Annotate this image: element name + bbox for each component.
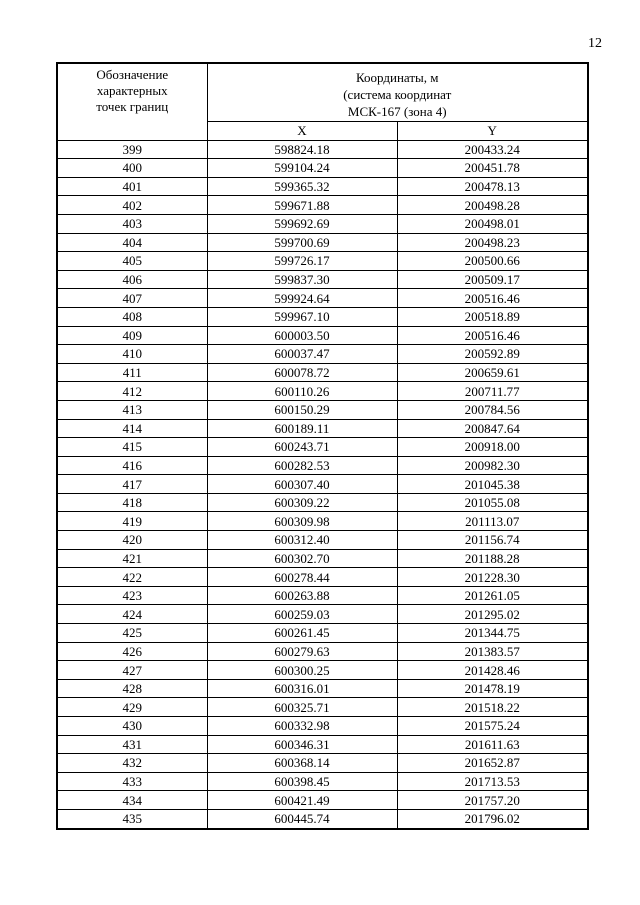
point-cell: 403 [57,214,207,233]
y-coordinate-cell: 201478.19 [397,679,588,698]
point-cell: 418 [57,493,207,512]
table-row [57,549,588,568]
table-row [57,270,588,289]
point-cell: 417 [57,475,207,494]
table-row [57,345,588,364]
table-row [57,233,588,252]
x-coordinate-cell: 600003.50 [207,326,397,345]
y-coordinate-cell: 200451.78 [397,159,588,178]
x-coordinate-cell: 599671.88 [207,196,397,215]
table-row [57,493,588,512]
y-coordinate-cell: 201113.07 [397,512,588,531]
y-coordinate-cell: 200711.77 [397,382,588,401]
y-coordinate-cell: 200498.01 [397,214,588,233]
table-row [57,735,588,754]
x-coordinate-cell: 599726.17 [207,252,397,271]
x-coordinate-cell: 600445.74 [207,809,397,828]
y-coordinate-cell: 201518.22 [397,698,588,717]
y-coordinate-cell: 200592.89 [397,345,588,364]
point-cell: 400 [57,159,207,178]
y-coordinate-cell: 200518.89 [397,307,588,326]
point-cell: 409 [57,326,207,345]
x-coordinate-cell: 600309.98 [207,512,397,531]
x-coordinate-cell: 600300.25 [207,661,397,680]
y-coordinate-cell: 201344.75 [397,624,588,643]
x-coordinate-cell: 600078.72 [207,363,397,382]
x-coordinate-cell: 600263.88 [207,586,397,605]
x-coordinate-cell: 598824.18 [207,140,397,159]
y-coordinate-cell: 201611.63 [397,735,588,754]
x-coordinate-cell: 600279.63 [207,642,397,661]
point-cell: 410 [57,345,207,364]
point-header-line: Обозначение [96,67,169,82]
page-number: 12 [588,36,602,51]
point-cell: 405 [57,252,207,271]
x-coordinate-cell: 600309.22 [207,493,397,512]
point-header-line: характерных [96,83,168,98]
table-row [57,289,588,308]
y-coordinate-cell: 201757.20 [397,791,588,810]
point-cell: 422 [57,568,207,587]
point-cell: 419 [57,512,207,531]
point-cell: 399 [57,140,207,159]
y-coordinate-cell: 201652.87 [397,754,588,773]
point-cell: 433 [57,772,207,791]
table-row [57,456,588,475]
table-row [57,661,588,680]
y-coordinate-cell: 201188.28 [397,549,588,568]
table-header-row [57,63,588,122]
x-coordinate-cell: 600307.40 [207,475,397,494]
table-row [57,400,588,419]
y-coordinate-cell: 200498.28 [397,196,588,215]
point-cell: 428 [57,679,207,698]
x-coordinate-cell: 600332.98 [207,717,397,736]
y-coordinate-cell: 200659.61 [397,363,588,382]
table-row [57,624,588,643]
x-coordinate-cell: 600398.45 [207,772,397,791]
point-cell: 415 [57,438,207,457]
point-cell: 425 [57,624,207,643]
table-row [57,791,588,810]
x-coordinate-cell: 600150.29 [207,400,397,419]
y-coordinate-cell: 200918.00 [397,438,588,457]
coordinates-table [56,62,589,830]
table-row [57,605,588,624]
x-coordinate-cell: 600259.03 [207,605,397,624]
x-coordinate-cell: 600346.31 [207,735,397,754]
y-coordinate-cell: 201295.02 [397,605,588,624]
y-coordinate-cell: 200847.64 [397,419,588,438]
point-cell: 412 [57,382,207,401]
table-row [57,140,588,159]
y-coordinate-cell: 201045.38 [397,475,588,494]
table-body [57,140,588,828]
point-cell: 411 [57,363,207,382]
x-coordinate-cell: 599967.10 [207,307,397,326]
y-coordinate-cell: 201383.57 [397,642,588,661]
table-row [57,438,588,457]
x-coordinate-cell: 600282.53 [207,456,397,475]
point-header-line: точек границ [96,99,169,114]
table-row [57,196,588,215]
point-cell: 423 [57,586,207,605]
point-cell: 432 [57,754,207,773]
x-coordinate-cell: 600110.26 [207,382,397,401]
table-row [57,214,588,233]
x-coordinate-cell: 600316.01 [207,679,397,698]
table-row [57,512,588,531]
table-row [57,531,588,550]
table-row [57,586,588,605]
x-coordinate-cell: 600421.49 [207,791,397,810]
point-cell: 424 [57,605,207,624]
x-coordinate-cell: 599104.24 [207,159,397,178]
coords-header-line: (система координат [343,87,452,102]
y-coordinate-cell: 201156.74 [397,531,588,550]
coordinates-header [207,63,588,122]
x-coordinate-cell: 600302.70 [207,549,397,568]
x-coordinate-cell: 600243.71 [207,438,397,457]
y-coordinate-cell: 201261.05 [397,586,588,605]
x-coordinate-cell: 600261.45 [207,624,397,643]
point-cell: 416 [57,456,207,475]
x-coordinate-cell: 599365.32 [207,177,397,196]
table-row [57,698,588,717]
x-coordinate-cell: 600278.44 [207,568,397,587]
point-cell: 426 [57,642,207,661]
table-row [57,363,588,382]
x-coordinate-cell: 600189.11 [207,419,397,438]
table-row [57,754,588,773]
point-cell: 413 [57,400,207,419]
point-cell: 431 [57,735,207,754]
table-row [57,475,588,494]
table-row [57,382,588,401]
x-coordinate-cell: 600312.40 [207,531,397,550]
point-cell: 421 [57,549,207,568]
y-coordinate-cell: 200784.56 [397,400,588,419]
point-cell: 402 [57,196,207,215]
y-coordinate-cell: 201228.30 [397,568,588,587]
point-cell: 430 [57,717,207,736]
table-row [57,252,588,271]
y-coordinate-cell: 200509.17 [397,270,588,289]
point-cell: 434 [57,791,207,810]
table-row [57,419,588,438]
table-row [57,809,588,828]
point-cell: 406 [57,270,207,289]
y-coordinate-cell: 200982.30 [397,456,588,475]
table-row [57,307,588,326]
y-coordinate-cell: 201575.24 [397,717,588,736]
x-column-header: X [207,122,397,141]
point-designation-header [57,63,207,140]
y-coordinate-cell: 200498.23 [397,233,588,252]
point-cell: 414 [57,419,207,438]
point-cell: 404 [57,233,207,252]
y-column-header: Y [397,122,588,141]
point-cell: 435 [57,809,207,828]
y-coordinate-cell: 201713.53 [397,772,588,791]
x-coordinate-cell: 600325.71 [207,698,397,717]
point-cell: 420 [57,531,207,550]
x-coordinate-cell: 599700.69 [207,233,397,252]
table-row [57,568,588,587]
table-row [57,642,588,661]
point-cell: 407 [57,289,207,308]
point-cell: 401 [57,177,207,196]
table-row [57,326,588,345]
table-row [57,717,588,736]
y-coordinate-cell: 201055.08 [397,493,588,512]
y-coordinate-cell: 201428.46 [397,661,588,680]
y-coordinate-cell: 200433.24 [397,140,588,159]
point-cell: 408 [57,307,207,326]
table-row [57,177,588,196]
y-coordinate-cell: 200516.46 [397,289,588,308]
x-coordinate-cell: 599692.69 [207,214,397,233]
coords-header-line: Координаты, м [356,70,439,85]
x-coordinate-cell: 599924.64 [207,289,397,308]
table-row [57,679,588,698]
y-coordinate-cell: 200500.66 [397,252,588,271]
y-coordinate-cell: 200516.46 [397,326,588,345]
table-row [57,159,588,178]
table-row [57,772,588,791]
point-cell: 429 [57,698,207,717]
x-coordinate-cell: 600368.14 [207,754,397,773]
x-coordinate-cell: 600037.47 [207,345,397,364]
x-coordinate-cell: 599837.30 [207,270,397,289]
y-coordinate-cell: 200478.13 [397,177,588,196]
point-cell: 427 [57,661,207,680]
y-coordinate-cell: 201796.02 [397,809,588,828]
coords-header-line: МСК-167 (зона 4) [347,104,447,119]
